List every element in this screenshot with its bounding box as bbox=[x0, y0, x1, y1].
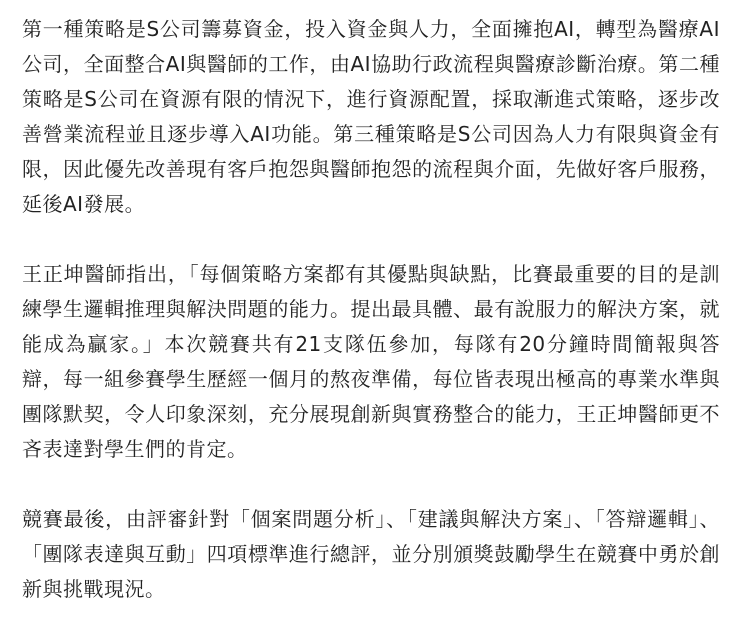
article-body bbox=[22, 12, 720, 607]
article-paragraph-quote: 王正坤醫師指出，「每個策略方案都有其優點與缺點，比賽最重要的目的是訓練學生邏輯推理與解決問題的能力。提出最具體、最有說服力的解決方案，就能成為贏家。」本次競賽共有21支隊伍參加，每隊有20分鐘時間簡報與答辯，每一組參賽學生歷經一個月的熬夜準備，每位皆表現出極高的專業水準與團隊默契，令人印象深刻，充分展現創新與實務整合的能力，王正坤醫師更不吝表達對學生們的肯定。 bbox=[22, 262, 720, 461]
article-paragraph-conclusion: 競賽最後，由評審針對「個案問題分析」、「建議與解決方案」、「答辯邏輯」、「團隊表達與互動」四項標準進行總評，並分別頒獎鼓勵學生在競賽中勇於創新與挑戰現況。 bbox=[22, 507, 720, 601]
article-paragraph-strategies: 第一種策略是S公司籌募資金，投入資金與人力，全面擁抱AI，轉型為醫療AI公司，全面整合AI與醫師的工作，由AI協助行政流程與醫療診斷治療。第二種策略是S公司在資源有限的情況下，進行資源配置，採取漸進式策略，逐步改善營業流程並且逐步導入AI功能。第三種策略是S公司因為人力有限與資金有限，因此優先改善現有客戶抱怨與醫師抱怨的流程與介面，先做好客戶服務，延後AI發展。 bbox=[22, 17, 720, 216]
